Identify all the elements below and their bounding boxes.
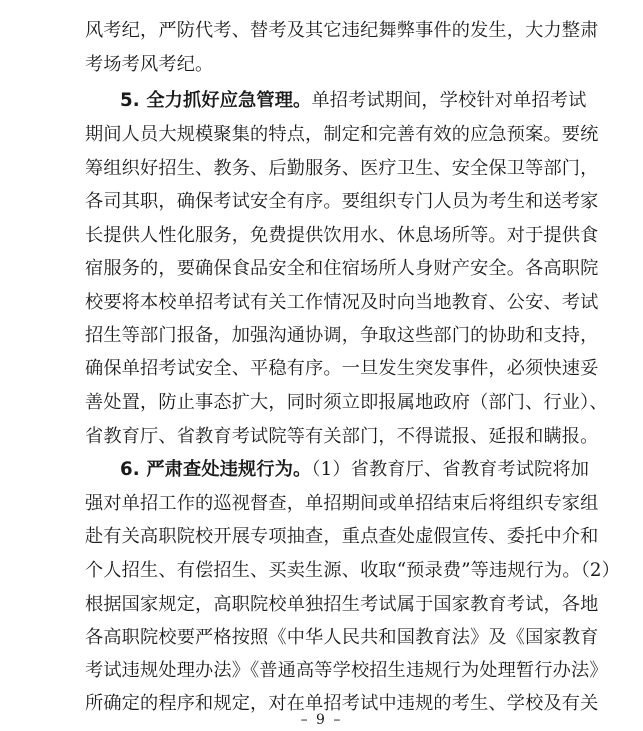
body-line: 各司其职，确保考试安全有序。要组织专门人员为考生和送考家 (85, 191, 599, 212)
body-line: 各高职院校要严格按照《中华人民共和国教育法》及《国家教育 (85, 627, 599, 648)
body-line: 风考纪，严防代考、替考及其它违纪舞弊事件的发生，大力整肃 (85, 20, 599, 41)
section-5-text: 单招考试期间，学校针对单招考试 (311, 90, 587, 111)
body-line: 宿服务的，要确保食品安全和住宿场所人身财产安全。各高职院 (85, 258, 599, 279)
body-line: 个人招生、有偿招生、买卖生源、收取“预录费”等违规行为。（2） (85, 560, 620, 581)
page-number: – 9 – (300, 712, 343, 728)
body-line: 校要将本校单招考试有关工作情况及时向当地教育、公安、考试 (85, 292, 599, 313)
body-line: 根据国家规定，高职院校单独招生考试属于国家教育考试，各地 (85, 594, 599, 615)
body-line: 期间人员大规模聚集的特点，制定和完善有效的应急预案。要统 (85, 124, 599, 145)
body-line: 招生等部门报备，加强沟通协调，争取这些部门的协助和支持， (85, 325, 599, 346)
body-line: 省教育厅、省教育考试院等有关部门，不得谎报、延报和瞒报。 (85, 426, 599, 447)
body-line: 强对单招工作的巡视督查，单招期间或单招结束后将组织专家组 (85, 493, 599, 514)
body-line: 善处置，防止事态扩大，同时须立即报属地政府（部门、行业）、 (85, 392, 608, 413)
body-line: 所确定的程序和规定，对在单招考试中违规的考生、学校及有关 (85, 693, 599, 714)
section-5-heading: 5. 全力抓好应急管理。 (120, 90, 312, 111)
body-line: 考场考风考纪。 (85, 54, 214, 75)
body-line: 长提供人性化服务，免费提供饮用水、休息场所等。对于提供食 (85, 225, 599, 246)
body-line: 筹组织好招生、教务、后勤服务、医疗卫生、安全保卫等部门， (85, 158, 599, 179)
body-line: 考试违规处理办法》《普通高等学校招生违规行为处理暂行办法》 (85, 660, 608, 681)
section-6-heading: 6. 严肃查处违规行为。 (120, 459, 312, 480)
body-line: 确保单招考试安全、平稳有序。一旦发生突发事件，必须快速妥 (85, 358, 599, 379)
section-6-paragraph-start (120, 459, 590, 480)
body-line: 赴有关高职院校开展专项抽查，重点查处虚假宣传、委托中介和 (85, 526, 599, 547)
section-5-paragraph-start (120, 90, 587, 111)
section-6-text: （1）省教育厅、省教育考试院将加 (311, 459, 590, 480)
